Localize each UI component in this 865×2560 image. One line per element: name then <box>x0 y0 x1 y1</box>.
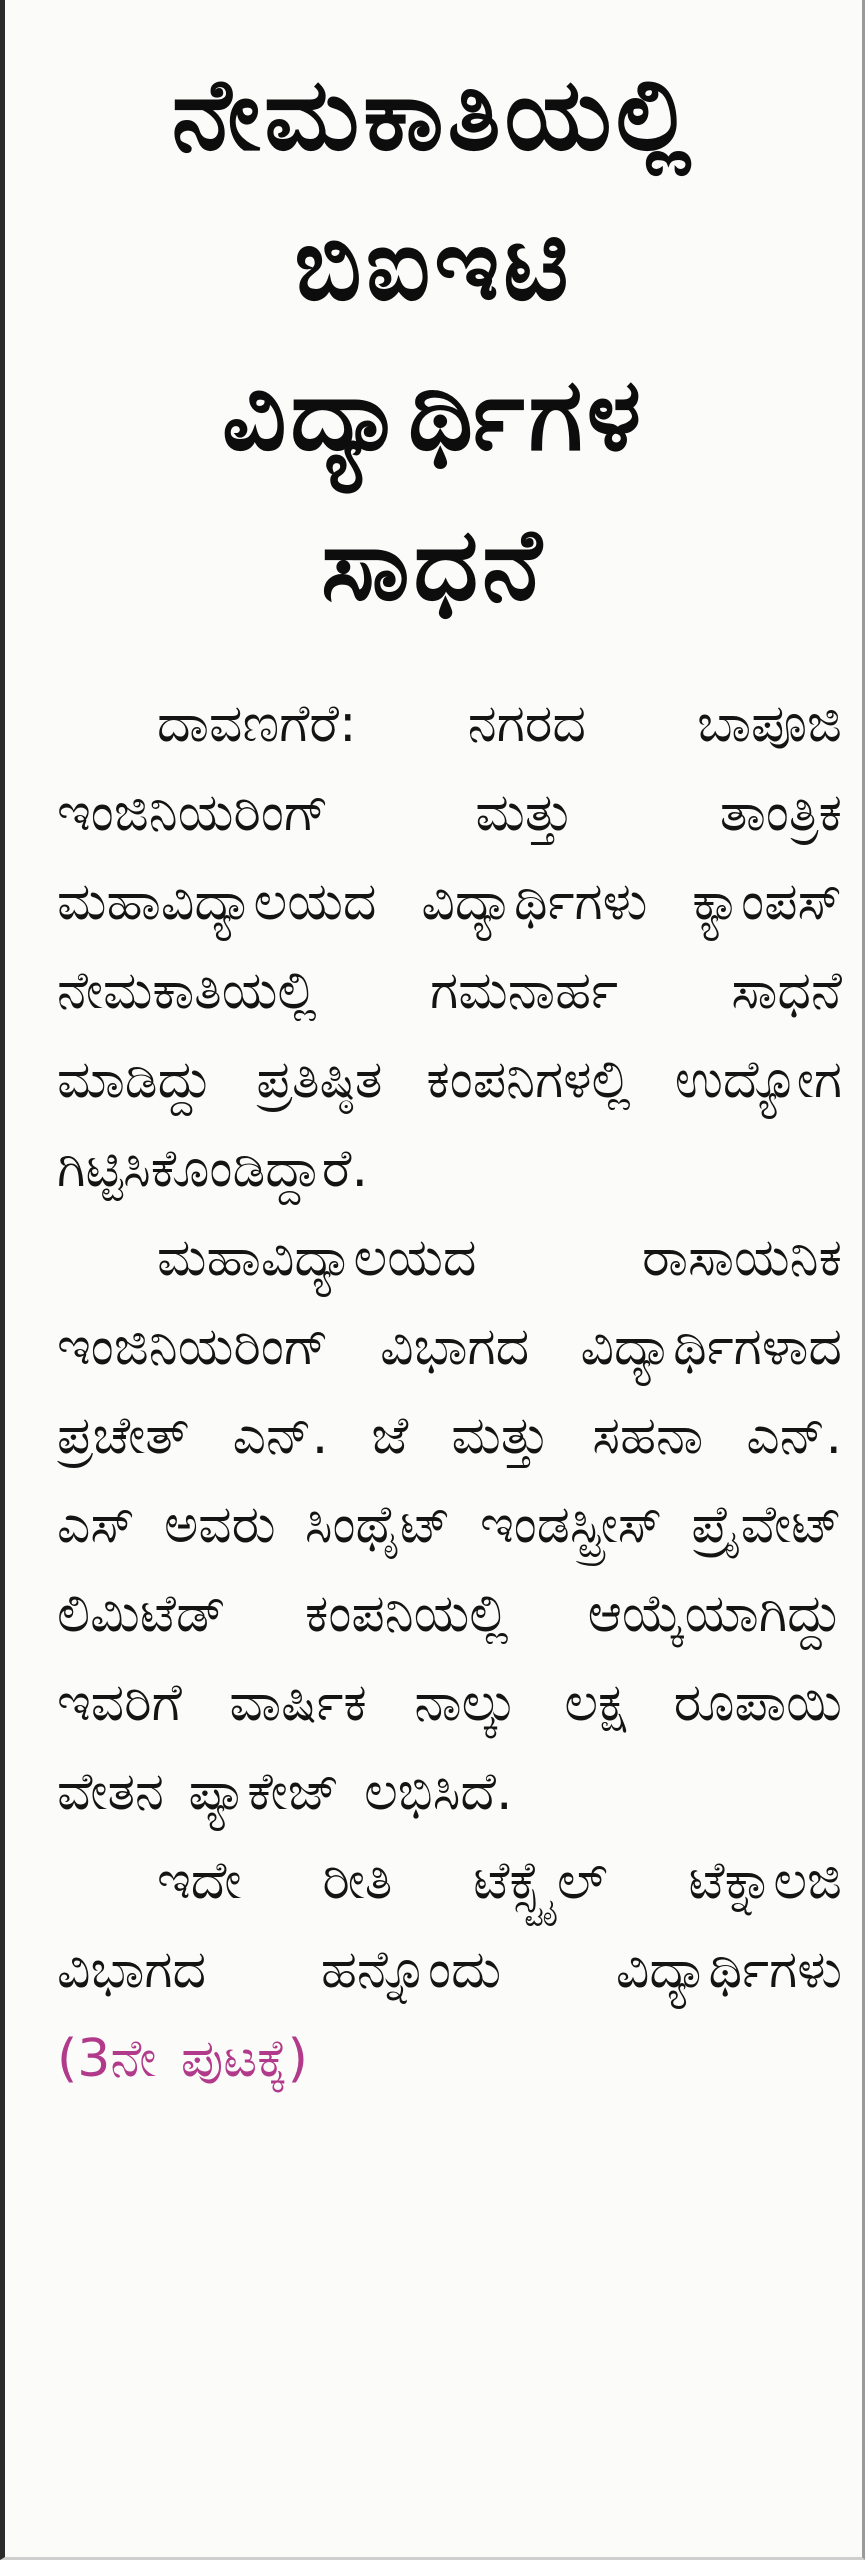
headline <box>5 0 862 640</box>
continuation-note: (3ನೇ ಪುಟಕ್ಕೆ) <box>57 2029 308 2089</box>
headline-line-2: ಬಿಐಇಟಿ <box>294 206 573 323</box>
article-paragraph-1: ದಾವಣಗೆರೆ: ನಗರದ ಬಾಪೂಜಿ ಇಂಜಿನಿಯರಿಂಗ್ ಮತ್ತು ತಾಂತ್ರಿಕ ಮಹಾವಿದ್ಯಾಲಯದ ವಿದ್ಯಾರ್ಥಿಗಳು ಕ್ಯಾಂಪಸ್ ನೇಮಕಾತಿಯಲ್ಲಿ ಗಮನಾರ್ಹ ಸಾಧನೆ ಮಾಡಿದ್ದು ಪ್ರತಿಷ್ಠಿತ ಕಂಪನಿಗಳಲ್ಲಿ ಉದ್ಯೋಗ ಗಿಟ್ಟಿಸಿಕೊಂಡಿದ್ದಾರೆ. <box>57 694 842 1199</box>
headline-line-4: ಸಾಧನೆ <box>321 506 546 623</box>
article-paragraph-3-text: ಇದೇ ರೀತಿ ಟೆಕ್ಸ್ಟೈಲ್ ಟೆಕ್ನಾಲಜಿ ವಿಭಾಗದ ಹನ್ನೊಂದು ವಿದ್ಯಾರ್ಥಿಗಳು <box>57 1851 842 2000</box>
headline-line-1: ನೇಮಕಾತಿಯಲ್ಲಿ <box>171 56 696 173</box>
article-paragraph-2: ಮಹಾವಿದ್ಯಾಲಯದ ರಾಸಾಯನಿಕ ಇಂಜಿನಿಯರಿಂಗ್ ವಿಭಾಗದ ವಿದ್ಯಾರ್ಥಿಗಳಾದ ಪ್ರಚೇತ್ ಎನ್. ಜೆ ಮತ್ತು ಸಹನಾ ಎನ್. ಎಸ್ ಅವರು ಸಿಂಥೈಟ್ ಇಂಡಸ್ಟ್ರೀಸ್ ಪ್ರೈವೇಟ್ ಲಿಮಿಟೆಡ್ ಕಂಪನಿಯಲ್ಲಿ ಆಯ್ಕೆಯಾಗಿದ್ದು ಇವರಿಗೆ ವಾರ್ಷಿಕ ನಾಲ್ಕು ಲಕ್ಷ ರೂಪಾಯಿ ವೇತನ ಪ್ಯಾಕೇಜ್ ಲಭಿಸಿದೆ. <box>57 1228 842 1822</box>
article-paragraph-3 <box>57 1837 842 2104</box>
article-body <box>5 680 862 2104</box>
headline-line-3: ವಿದ್ಯಾರ್ಥಿಗಳ <box>222 356 645 473</box>
